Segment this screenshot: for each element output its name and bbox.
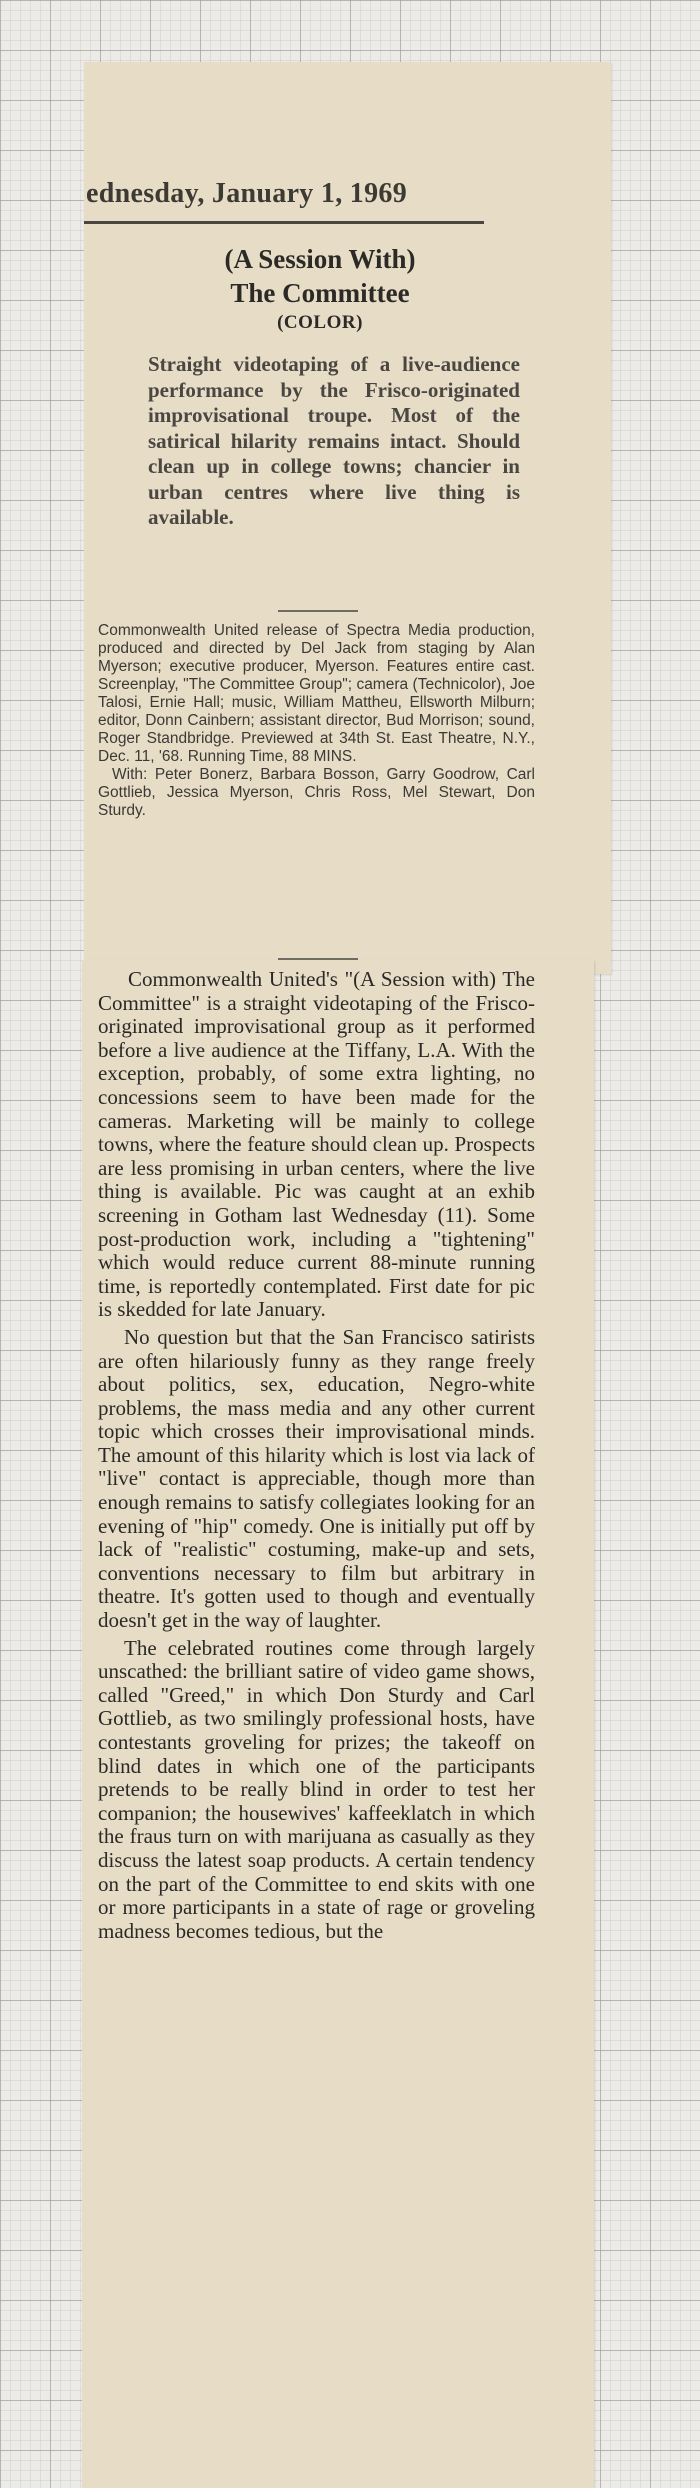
- body-paragraph: The celebrated routines come through largely unscathed: the brilliant satire of video game shows, called "Greed," in which Don Sturdy and Carl Gottlieb, as two smilingly professional hosts, have contestants groveling for prizes; the takeoff on blind dates in which one of the participants pretends to be really blind in order to test her companion; the housewives' kaffeeklatch in which the fraus turn on with marijuana as casually as they discuss the latest soap products. A certain tendency on the part of the Committee to end skits with one or more participants in a state of rage or groveling madness becomes tedious, but the: [98, 1635, 535, 1943]
- separator-rule: [278, 958, 358, 960]
- title-line-2: The Committee: [230, 278, 410, 308]
- cast-list: With: Peter Bonerz, Barbara Bosson, Garry Goodrow, Carl Gottlieb, Jessica Myerson, Chris Ross, Mel Stewart, Don Sturdy.: [98, 766, 535, 819]
- lede-summary: Straight videotaping of a live-audience performance by the Frisco-originated improvisational troupe. Most of the satirical hilarity remains intact. Should clean up in college towns; chancier in urban centres where live thing is available.: [148, 352, 520, 529]
- body-paragraph: Commonwealth United's "(A Session with) The Committee" is a straight videotaping of the Frisco-originated improvisational group as it performed before a live audience at the Tiffany, L.A. With the exception, probably, of some extra lighting, no concessions seem to have been made for the cameras. Marketing will be mainly to college towns, where the feature should clean up. Prospects are less promising in urban centers, where the live thing is available. Pic was caught at an exhib screening in Gotham last Wednesday (11). Some post-production work, including a "tightening" which would reduce current 88-minute running time, is reportedly contemplated. First date for pic is skedded for late January.: [98, 967, 535, 1322]
- credits-block: [98, 622, 535, 820]
- body-paragraph: No question but that the San Francisco satirists are often hilariously funny as they range freely about politics, sex, education, Negro-white problems, the mass media and any other current topic which crosses their improvisational minds. The amount of this hilarity which is lost via lack of "live" contact is appreciable, though more than enough remains to satisfy collegiates looking for an evening of "hip" comedy. One is initially put off by lack of "realistic" costuming, make-up and sets, conventions necessary to film but arbitrary in theatre. It's gotten used to though and eventually doesn't get in the way of laughter.: [98, 1324, 535, 1633]
- title-line-3: (COLOR): [277, 312, 363, 333]
- header-rule: [84, 221, 484, 224]
- separator-rule: [278, 610, 358, 612]
- title-line-1: (A Session With): [224, 244, 416, 274]
- credits-text: Commonwealth United release of Spectra Media production, produced and directed by Del Jack from staging by Alan Myerson; executive producer, Myerson. Features entire cast. Screenplay, "The Committee Group"; camera (Technicolor), Joe Talosi, Ernie Hall; music, William Mattheu, Ellsworth Milburn; editor, Donn Cainbern; assistant director, Bud Morrison; sound, Roger Standbridge. Previewed at 34th St. East Theatre, N.Y., Dec. 11, '68. Running Time, 88 MINS.: [98, 622, 535, 765]
- dateline: ednesday, January 1, 1969: [86, 178, 407, 209]
- review-body: [98, 968, 535, 1947]
